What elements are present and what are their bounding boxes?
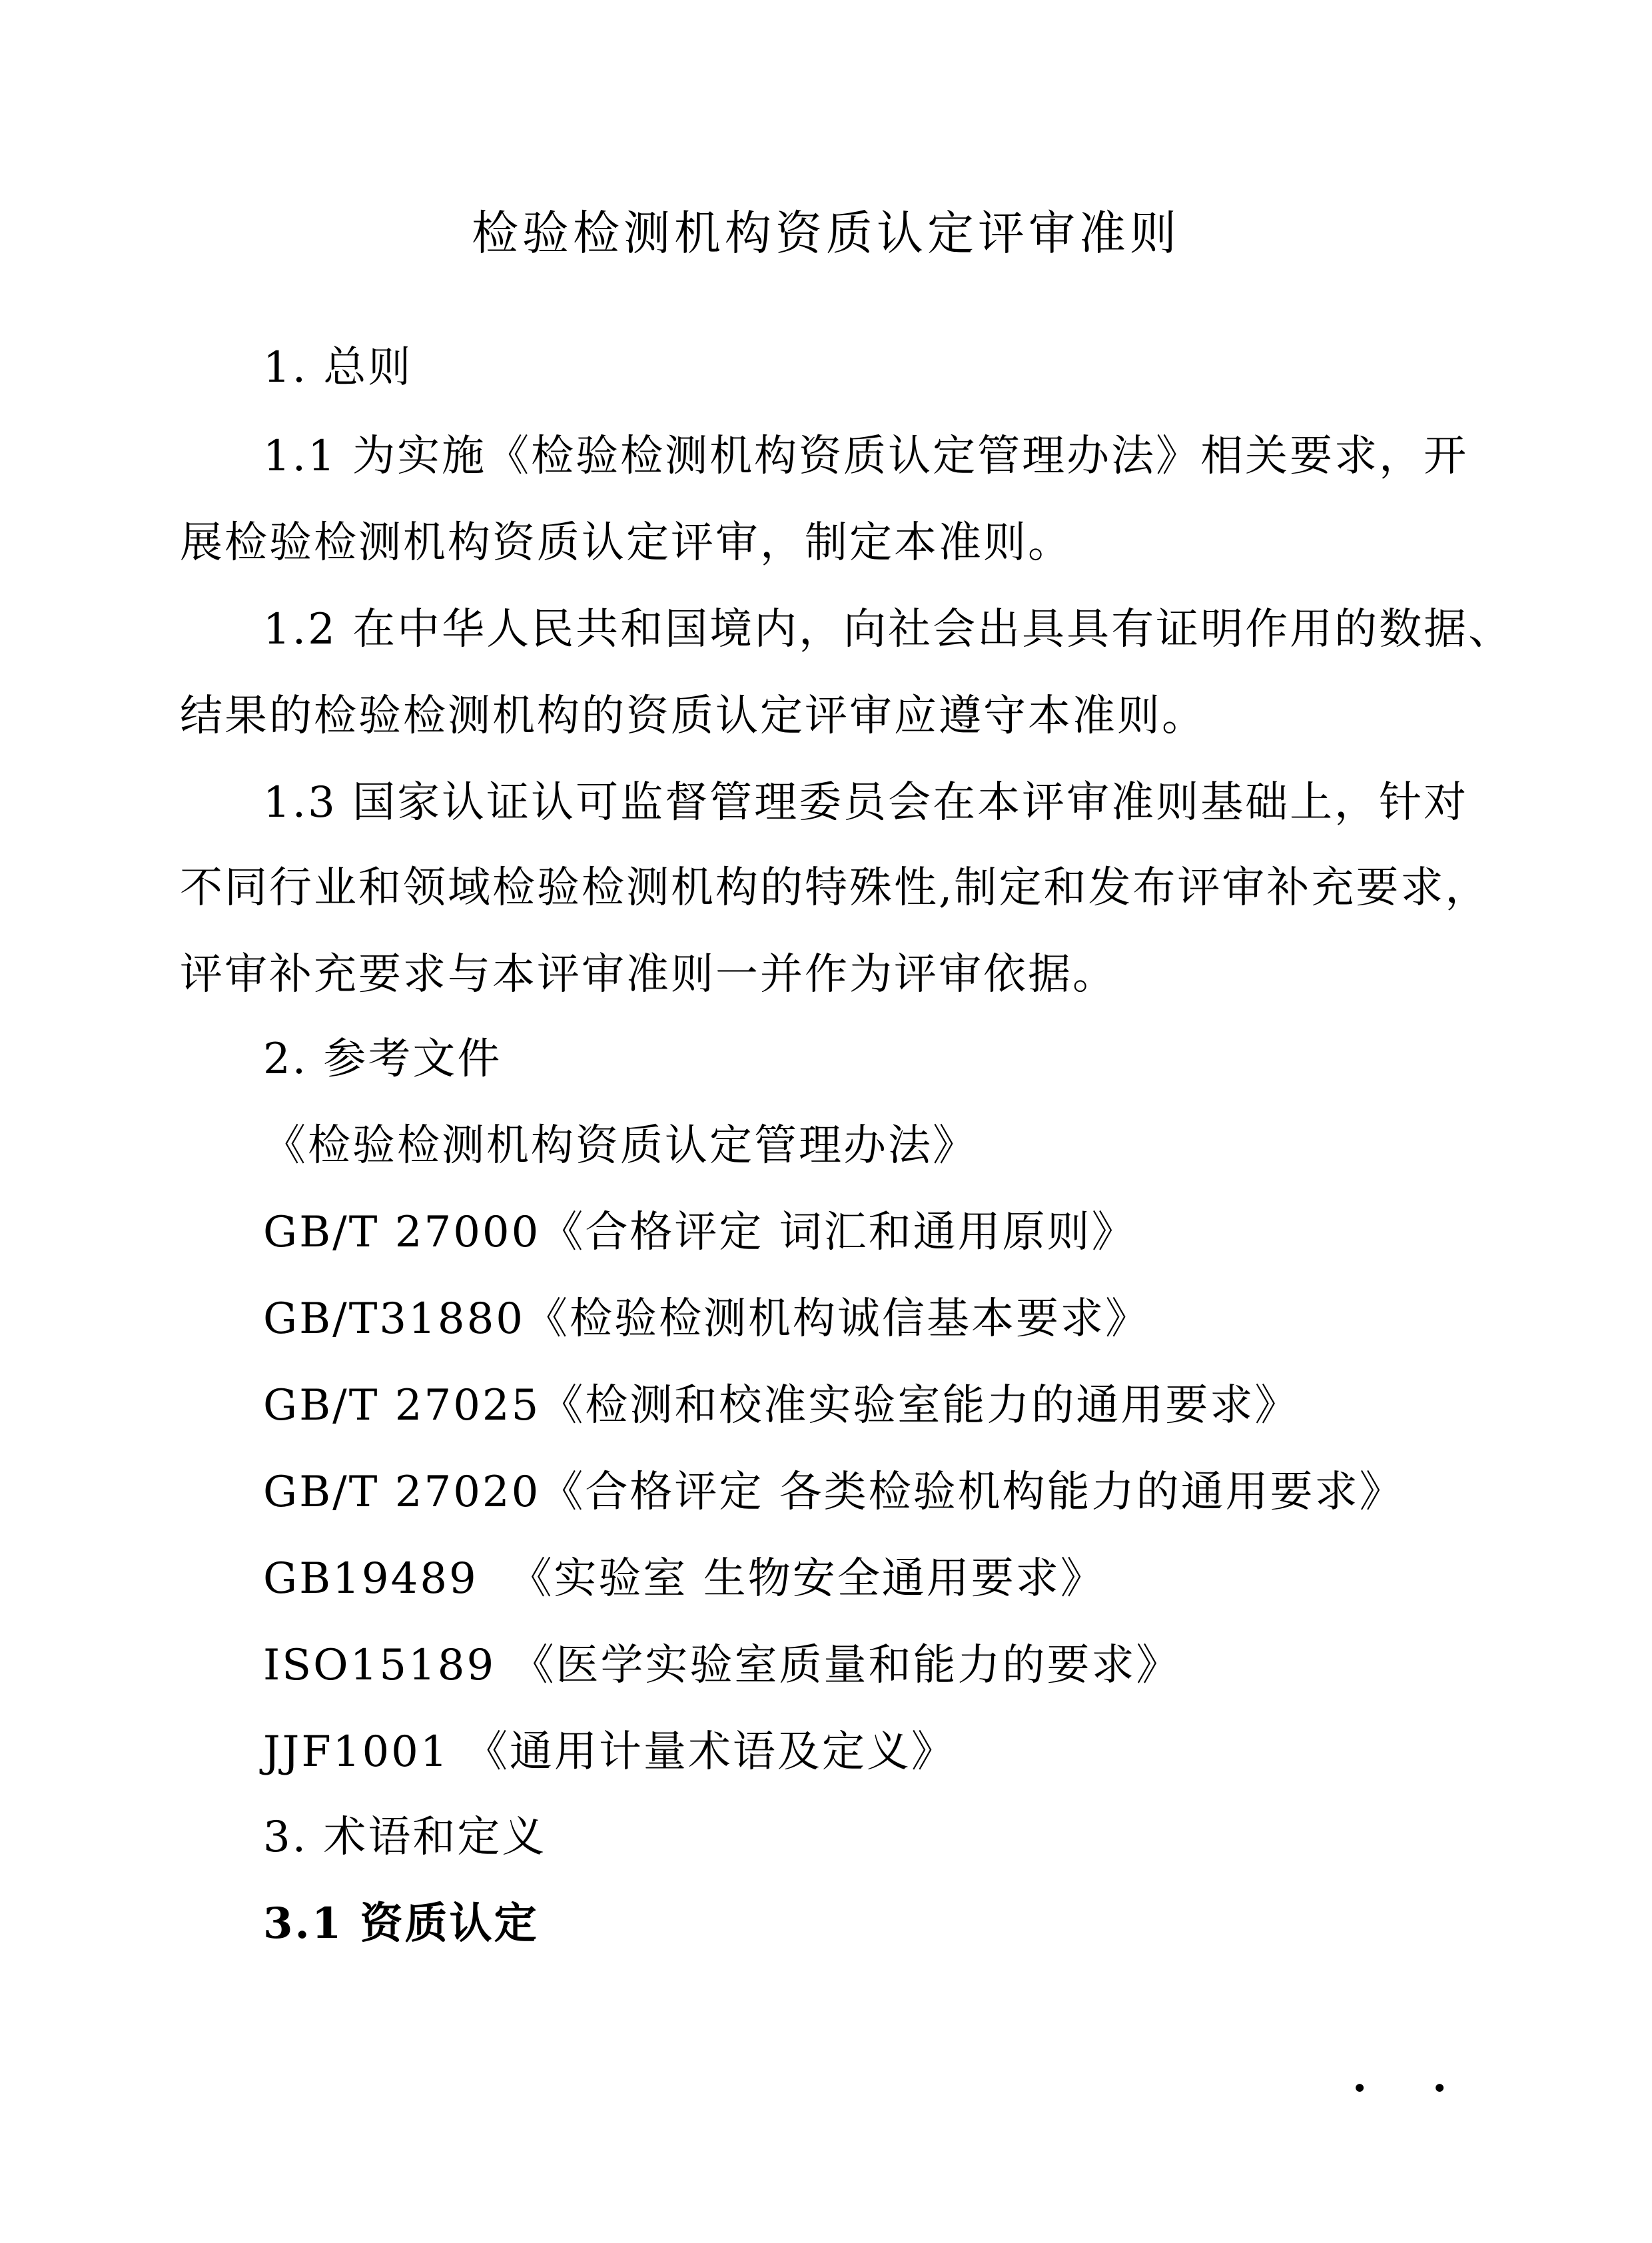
paragraph-1-3-line-2: 不同行业和领域检验检测机构的特殊性,制定和发布评审补充要求， — [180, 863, 1490, 913]
paragraph-1-1-line-1: 1.1 为实施《检验检测机构资质认定管理办法》相关要求，开 — [263, 432, 1469, 481]
section-1-heading: 1. 总则 — [263, 343, 413, 392]
section-3-1-heading: 3.1 资质认定 — [263, 1899, 539, 1949]
reference-item: JJF1001 《通用计量术语及定义》 — [263, 1727, 956, 1777]
document-title: 检验检测机构资质认定评审准则 — [472, 206, 1180, 260]
paragraph-1-1-line-2: 展检验检测机构资质认定评审，制定本准则。 — [180, 518, 1072, 568]
reference-item: GB/T31880《检验检测机构诚信基本要求》 — [263, 1294, 1150, 1344]
paragraph-1-3-line-3: 评审补充要求与本评审准则一并作为评审依据。 — [180, 950, 1117, 999]
paragraph-1-2-line-2: 结果的检验检测机构的资质认定评审应遵守本准则。 — [180, 691, 1206, 741]
section-3-heading: 3. 术语和定义 — [263, 1813, 547, 1862]
section-2-heading: 2. 参考文件 — [263, 1035, 502, 1084]
reference-item: ISO15189 《医学实验室质量和能力的要求》 — [263, 1641, 1181, 1690]
reference-item: 《检验检测机构资质认定管理办法》 — [263, 1121, 977, 1170]
paragraph-1-3-line-1: 1.3 国家认证认可监督管理委员会在本评审准则基础上，针对 — [263, 778, 1469, 827]
reference-item: GB/T 27025《检测和校准实验室能力的通用要求》 — [263, 1381, 1300, 1430]
reference-item: GB/T 27020《合格评定 各类检验机构能力的通用要求》 — [263, 1468, 1404, 1517]
reference-item: GB/T 27000《合格评定 词汇和通用原则》 — [263, 1208, 1136, 1257]
footer-dot: . — [1352, 2052, 1368, 2102]
paragraph-1-2-line-1: 1.2 在中华人民共和国境内，向社会出具具有证明作用的数据、 — [263, 605, 1513, 654]
footer-dot: . — [1432, 2052, 1447, 2102]
reference-item: GB19489 《实验室 生物安全通用要求》 — [263, 1554, 1105, 1603]
